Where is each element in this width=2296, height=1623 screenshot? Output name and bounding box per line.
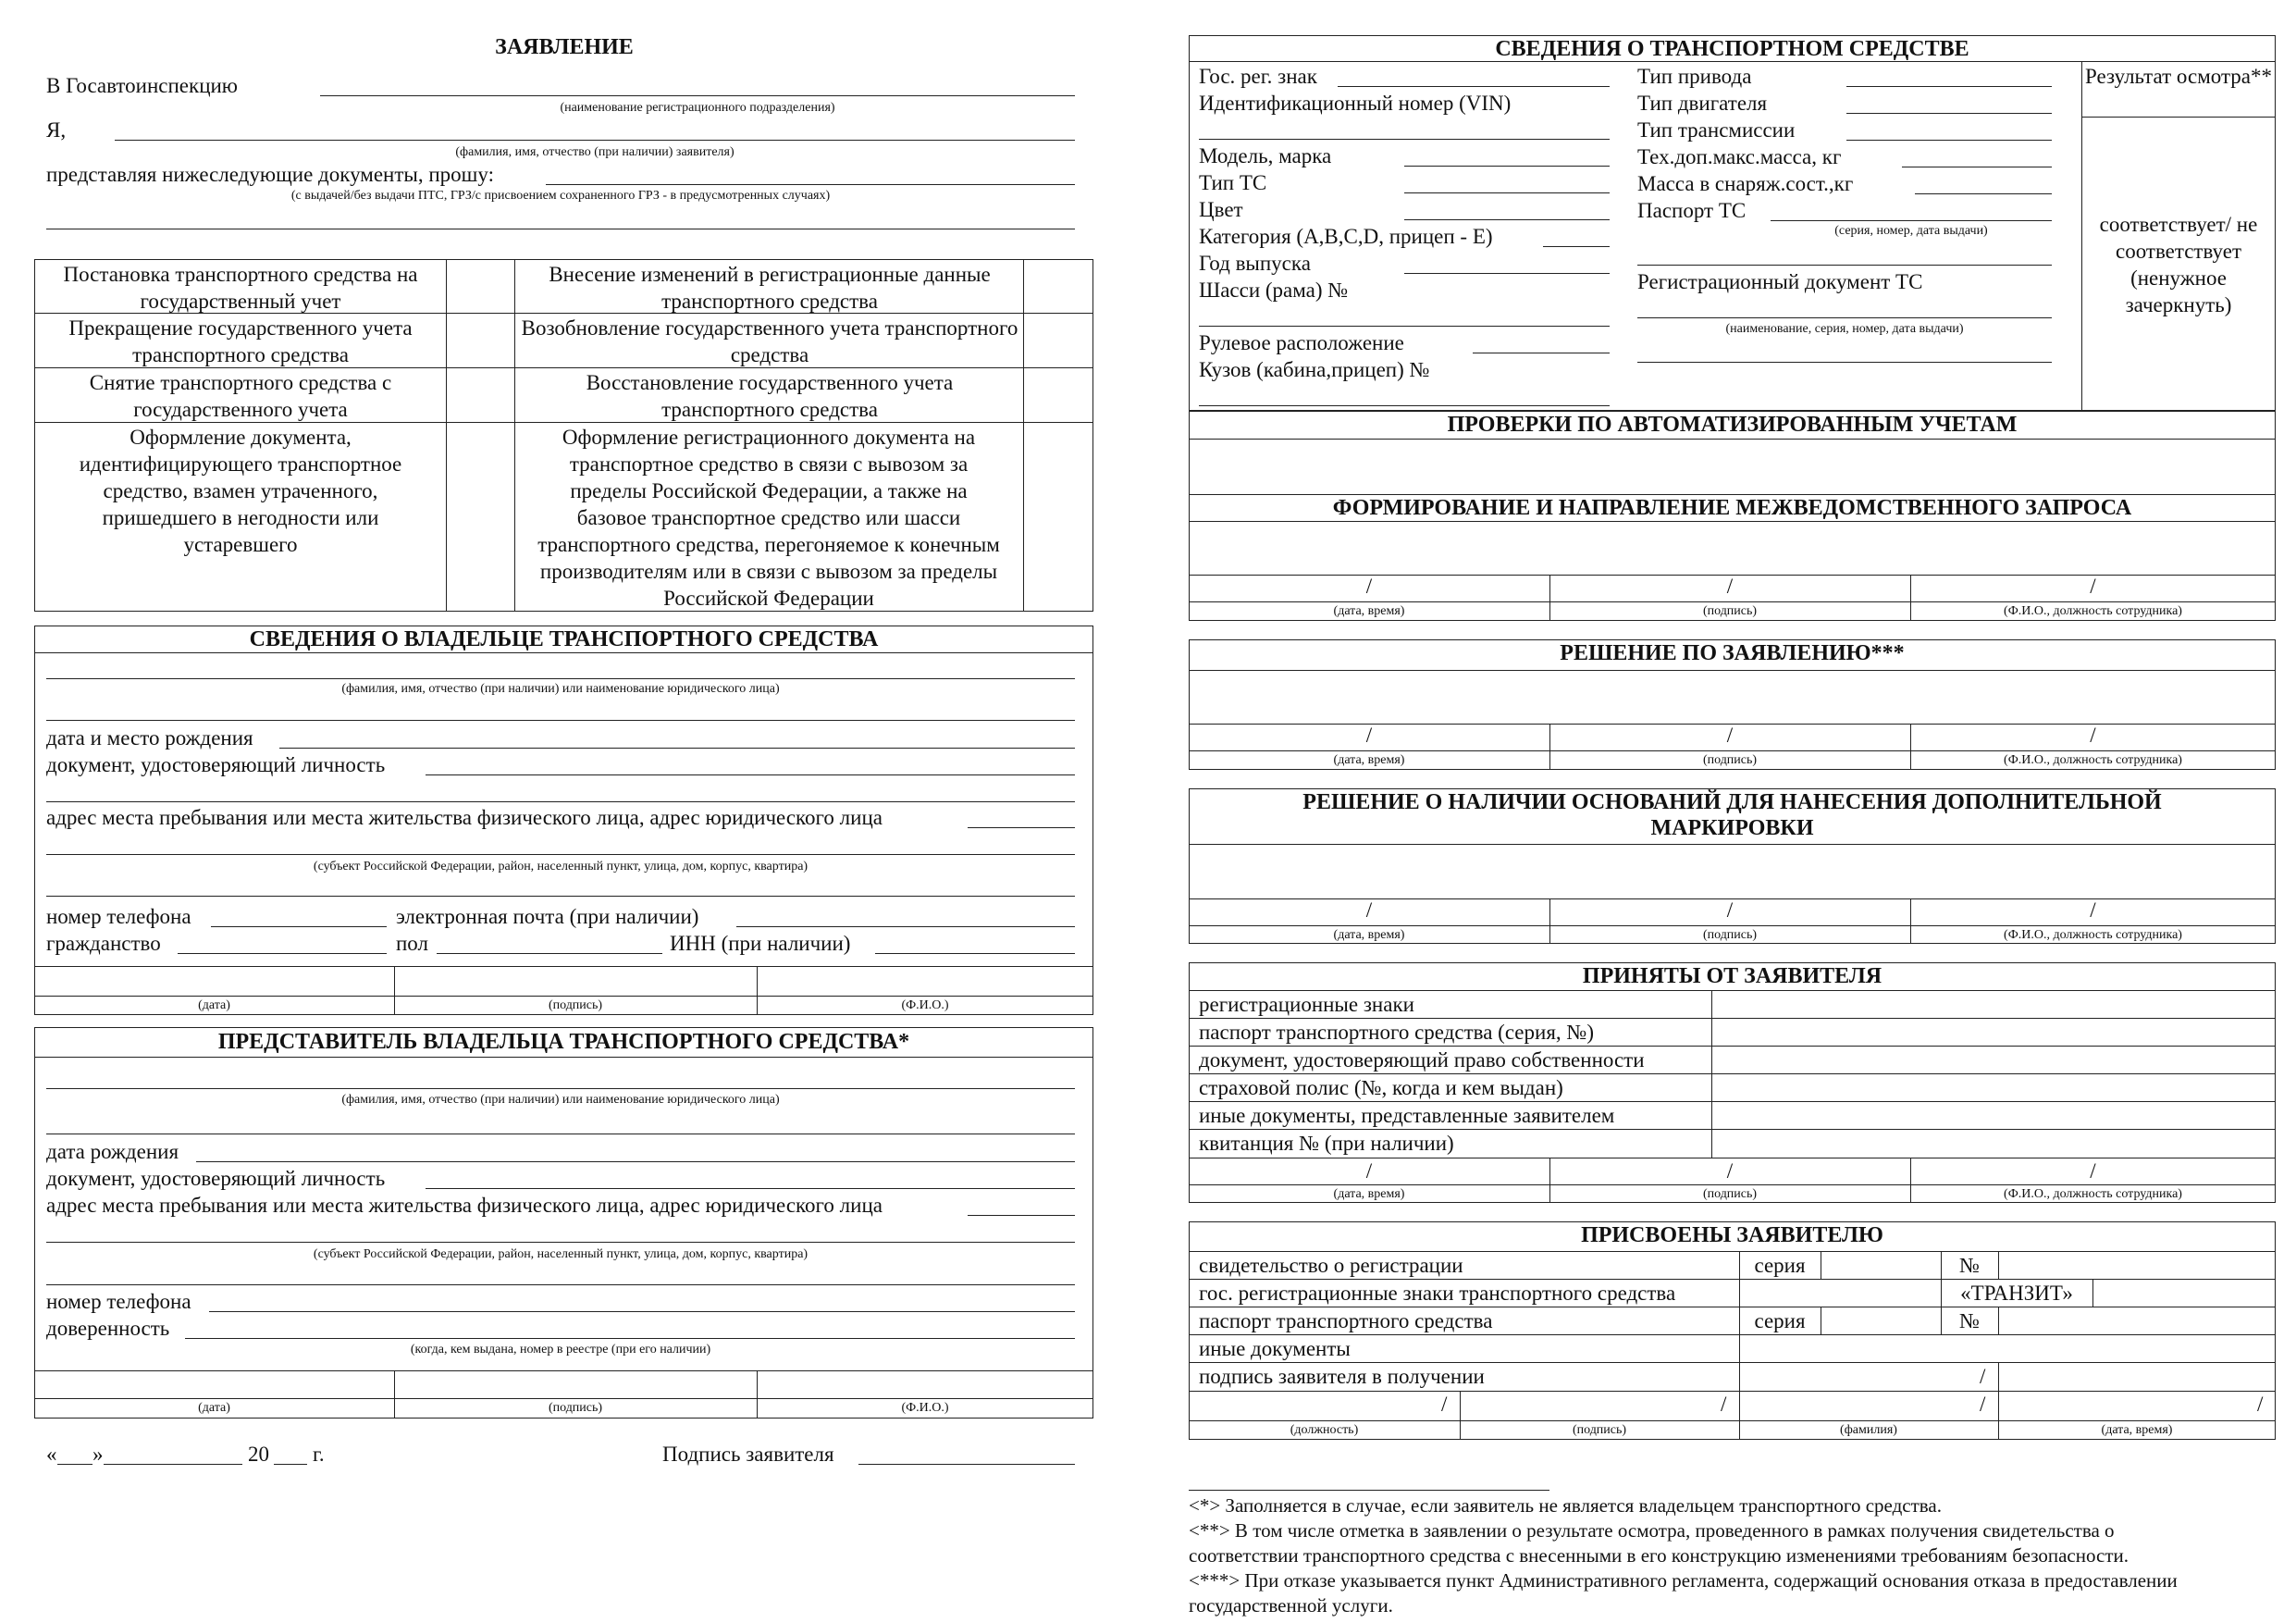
assigned-slash-1[interactable]: / xyxy=(1441,1393,1448,1416)
to-hint: (наименование регистрационного подразделения) xyxy=(560,101,835,115)
form-title: ЗАЯВЛЕНИЕ xyxy=(495,35,634,59)
interdept-header: ФОРМИРОВАНИЕ И НАПРАВЛЕНИЕ МЕЖВЕДОМСТВЕННОГО ЗАПРОСА xyxy=(1332,496,2132,520)
rep-iddoc-line[interactable] xyxy=(426,1188,1075,1189)
rep-sig-fio-field[interactable] xyxy=(759,1372,1092,1397)
owner-iddoc-line[interactable] xyxy=(426,774,1075,775)
v-passport-label: Паспорт ТС xyxy=(1637,199,1747,222)
decision-date-hint: (дата, время) xyxy=(1333,753,1405,767)
op-resumption: Возобновление государственного учета транспортного средства xyxy=(521,316,1018,366)
marking-slash-1[interactable]: / xyxy=(1365,898,1373,922)
assigned-passport-number-label: № xyxy=(1959,1309,1980,1332)
accepted-date-hint: (дата, время) xyxy=(1333,1187,1405,1201)
owner-inn-line[interactable] xyxy=(875,953,1075,954)
footer-sign-label: Подпись заявителя xyxy=(662,1443,834,1466)
op-registration: Постановка транспортного средства на государственный учет xyxy=(63,263,418,313)
to-label: В Госавтоинспекцию xyxy=(46,74,238,97)
accepted-plates: регистрационные знаки xyxy=(1199,993,1414,1016)
marking-sign-hint: (подпись) xyxy=(1702,928,1758,942)
assigned-passport-series-label: серия xyxy=(1754,1309,1806,1332)
rep-sig-sign-hint: (подпись) xyxy=(548,1401,603,1415)
owner-sig-fio-hint: (Ф.И.О.) xyxy=(901,998,949,1012)
v-year-label: Год выпуска xyxy=(1199,252,1311,275)
owner-address-line[interactable] xyxy=(968,827,1075,828)
accepted-receipt-field[interactable] xyxy=(1713,1131,2274,1157)
representative-section xyxy=(34,1027,1093,1419)
interdept-slash-1[interactable]: / xyxy=(1365,575,1373,598)
footer-day-line[interactable] xyxy=(57,1464,93,1465)
assigned-transit-field[interactable] xyxy=(2094,1281,2274,1306)
footer-year: 20 xyxy=(248,1443,269,1466)
owner-sig-date-field[interactable] xyxy=(35,968,392,995)
accepted-receipt: квитанция № (при наличии) xyxy=(1199,1132,1454,1155)
rep-proxy-hint: (когда, кем выдана, номер в реестре (при его наличии) xyxy=(410,1343,711,1357)
op-restoration: Восстановление государственного учета транспортного средства xyxy=(586,371,954,421)
representative-header: ПРЕДСТАВИТЕЛЬ ВЛАДЕЛЬЦА ТРАНСПОРТНОГО СРЕДСТВА* xyxy=(217,1030,910,1054)
interdept-sign-hint: (подпись) xyxy=(1702,604,1758,618)
owner-citizenship-label: гражданство xyxy=(46,932,161,955)
v-color-line[interactable] xyxy=(1404,219,1610,220)
op-export-document-checkbox[interactable] xyxy=(1025,424,1092,609)
assigned-header: ПРИСВОЕНЫ ЗАЯВИТЕЛЮ xyxy=(1581,1223,1883,1247)
marking-fio-hint: (Ф.И.О., должность сотрудника) xyxy=(2004,928,2182,942)
op-resumption-checkbox[interactable] xyxy=(1025,315,1092,365)
footer-year-line[interactable] xyxy=(274,1464,307,1465)
interdept-date-hint: (дата, время) xyxy=(1333,604,1405,618)
v-transmission-label: Тип трансмиссии xyxy=(1637,118,1796,142)
v-plate-line[interactable] xyxy=(1338,86,1610,87)
owner-name-line[interactable] xyxy=(46,678,1075,679)
accepted-fio-hint: (Ф.И.О., должность сотрудника) xyxy=(2004,1187,2182,1201)
owner-citizenship-line[interactable] xyxy=(178,953,387,954)
rep-address-hint: (субъект Российской Федерации, район, населенный пункт, улица, дом, корпус, квартира) xyxy=(313,1247,809,1261)
v-vin-line[interactable] xyxy=(1199,139,1610,140)
owner-email-line[interactable] xyxy=(736,926,1075,927)
assigned-cert-series-label: серия xyxy=(1754,1254,1806,1277)
assigned-plates-field[interactable] xyxy=(1741,1281,1939,1306)
interdept-slash-3[interactable]: / xyxy=(2090,575,2096,598)
owner-phone-line[interactable] xyxy=(211,926,387,927)
marking-field[interactable] xyxy=(1191,846,2274,897)
owner-name-hint: (фамилия, имя, отчество (при наличии) или наименование юридического лица) xyxy=(341,682,780,696)
owner-iddoc-label: документ, удостоверяющий личность xyxy=(46,753,386,776)
assigned-other-field[interactable] xyxy=(1741,1336,2274,1361)
assigned-passport-series-field[interactable] xyxy=(1822,1308,1939,1333)
rep-address-line[interactable] xyxy=(968,1215,1075,1216)
interdept-field[interactable] xyxy=(1191,523,2274,573)
interdept-fio-hint: (Ф.И.О., должность сотрудника) xyxy=(2004,604,2182,618)
assigned-passport: паспорт транспортного средства xyxy=(1199,1309,1493,1332)
decision-slash-1[interactable]: / xyxy=(1365,724,1373,747)
op-removal: Снятие транспортного средства с государственного учета xyxy=(89,371,392,421)
op-id-document: Оформление документа, идентифицирующего транспортное средство, взамен утраченного, пришедшего в негодности или устаревшего xyxy=(79,426,402,556)
decision-fio-hint: (Ф.И.О., должность сотрудника) xyxy=(2004,753,2182,767)
vehicle-header: СВЕДЕНИЯ О ТРАНСПОРТНОМ СРЕДСТВЕ xyxy=(1495,37,1969,61)
v-drive-line[interactable] xyxy=(1846,86,2052,87)
owner-sex-line[interactable] xyxy=(437,953,662,954)
v-passport-hint: (серия, номер, дата выдачи) xyxy=(1834,224,1988,238)
op-termination-checkbox[interactable] xyxy=(448,315,512,365)
owner-phone-label: номер телефона xyxy=(46,905,191,928)
marking-slash-3[interactable]: / xyxy=(2090,898,2096,922)
assigned-cert-number-label: № xyxy=(1959,1254,1980,1277)
v-steering-label: Рулевое расположение xyxy=(1199,331,1404,354)
v-engine-label: Тип двигателя xyxy=(1637,92,1768,115)
to-field-line[interactable] xyxy=(320,95,1075,96)
accepted-insurance: страховой полис (№, когда и кем выдан) xyxy=(1199,1076,1563,1099)
accepted-slash-2[interactable]: / xyxy=(1726,1159,1734,1183)
owner-sig-date-hint: (дата) xyxy=(198,998,230,1012)
request-label: представляя нижеследующие документы, прошу: xyxy=(46,163,494,186)
v-transmission-line[interactable] xyxy=(1846,140,2052,141)
assigned-slash-2[interactable]: / xyxy=(1721,1393,1727,1416)
v-category-line[interactable] xyxy=(1543,246,1610,247)
rep-name-hint: (фамилия, имя, отчество (при наличии) или наименование юридического лица) xyxy=(341,1093,780,1107)
op-restoration-checkbox[interactable] xyxy=(1025,369,1092,420)
footnote-separator xyxy=(1189,1490,1549,1491)
footer-date-mid: » xyxy=(93,1443,104,1466)
accepted-ownership-field[interactable] xyxy=(1713,1047,2274,1072)
footer-date-open: « xyxy=(46,1443,57,1466)
v-engine-line[interactable] xyxy=(1846,113,2052,114)
assigned-other: иные документы xyxy=(1199,1337,1351,1360)
accepted-slash-1[interactable]: / xyxy=(1365,1159,1373,1183)
assigned-passport-number-field[interactable] xyxy=(2000,1308,2274,1333)
decision-header: РЕШЕНИЕ ПО ЗАЯВЛЕНИЮ*** xyxy=(1560,641,1905,665)
op-termination: Прекращение государственного учета транспортного средства xyxy=(68,316,413,366)
rep-phone-line[interactable] xyxy=(209,1311,1075,1312)
assigned-certificate: свидетельство о регистрации xyxy=(1199,1254,1463,1277)
rep-sig-sign-field[interactable] xyxy=(396,1372,755,1397)
owner-address-label: адрес места пребывания или места жительства физического лица, адрес юридического лица xyxy=(46,806,883,829)
v-passport-line[interactable] xyxy=(1771,220,2052,221)
decision-slash-3[interactable]: / xyxy=(2090,724,2096,747)
owner-header: СВЕДЕНИЯ О ВЛАДЕЛЬЦЕ ТРАНСПОРТНОГО СРЕДСТВА xyxy=(249,627,879,651)
rep-sig-fio-hint: (Ф.И.О.) xyxy=(901,1401,949,1415)
v-regdoc-line[interactable] xyxy=(1637,317,2052,318)
v-curbmass-line[interactable] xyxy=(1915,193,2052,194)
v-curbmass-label: Масса в снаряж.сост.,кг xyxy=(1637,172,1854,195)
accepted-other-field[interactable] xyxy=(1713,1103,2274,1128)
rep-name-line[interactable] xyxy=(46,1088,1075,1089)
interdept-slash-2[interactable]: / xyxy=(1726,575,1734,598)
assigned-cert-number-field[interactable] xyxy=(2000,1253,2274,1278)
op-removal-checkbox[interactable] xyxy=(448,369,512,420)
assigned-receipt-slash[interactable]: / xyxy=(1980,1365,1986,1388)
footnote-3-cont: государственной услуги. xyxy=(1189,1594,1393,1617)
v-type-line[interactable] xyxy=(1404,192,1610,193)
owner-sex-label: пол xyxy=(396,932,428,955)
accepted-header: ПРИНЯТЫ ОТ ЗАЯВИТЕЛЯ xyxy=(1582,964,1882,988)
inspection-result-header: Результат осмотра** xyxy=(2085,65,2272,88)
owner-birth-label: дата и место рождения xyxy=(46,726,253,750)
v-body-label: Кузов (кабина,прицеп) № xyxy=(1199,358,1430,381)
rep-address-label: адрес места пребывания или места жительства физического лица, адрес юридического лица xyxy=(46,1194,883,1217)
op-changes: Внесение изменений в регистрационные данные транспортного средства xyxy=(549,263,991,313)
assigned-surname-hint: (фамилия) xyxy=(1840,1423,1897,1437)
accepted-sign-hint: (подпись) xyxy=(1702,1187,1758,1201)
assigned-position-hint: (должность) xyxy=(1290,1423,1359,1437)
assigned-receipt-sign: подпись заявителя в получении xyxy=(1199,1365,1485,1388)
footer-sign-line[interactable] xyxy=(858,1464,1075,1465)
accepted-plates-field[interactable] xyxy=(1713,992,2274,1017)
rep-proxy-label: доверенность xyxy=(46,1317,170,1340)
assigned-cert-series-field[interactable] xyxy=(1822,1253,1939,1278)
checks-field[interactable] xyxy=(1191,440,2274,492)
owner-inn-label: ИНН (при наличии) xyxy=(670,932,851,955)
decision-slash-2[interactable]: / xyxy=(1726,724,1734,747)
owner-sig-sign-hint: (подпись) xyxy=(548,998,603,1012)
assigned-slash-3[interactable]: / xyxy=(1980,1393,1986,1416)
v-model-label: Модель, марка xyxy=(1199,144,1332,167)
owner-address-hint: (субъект Российской Федерации, район, населенный пункт, улица, дом, корпус, квартира) xyxy=(313,860,809,873)
rep-birth-line[interactable] xyxy=(196,1161,1075,1162)
request-line[interactable] xyxy=(546,184,1075,185)
owner-birth-line[interactable] xyxy=(279,748,1075,749)
v-year-line[interactable] xyxy=(1404,273,1610,274)
accepted-passport-field[interactable] xyxy=(1713,1020,2274,1045)
op-changes-checkbox[interactable] xyxy=(1025,261,1092,312)
rep-sig-date-hint: (дата) xyxy=(198,1401,230,1415)
rep-phone-label: номер телефона xyxy=(46,1290,191,1313)
accepted-ownership-doc: документ, удостоверяющий право собственности xyxy=(1199,1048,1645,1072)
assigned-sign-hint: (подпись) xyxy=(1572,1423,1627,1437)
v-chassis-line[interactable] xyxy=(1199,326,1610,327)
marking-slash-2[interactable]: / xyxy=(1726,898,1734,922)
decision-field[interactable] xyxy=(1191,672,2274,722)
owner-email-label: электронная почта (при наличии) xyxy=(396,905,699,928)
op-export-document: Оформление регистрационного документа на транспортное средство в связи с вывозом за пределы Российской Федерации, а также на базовое транспортное средство или шасси транспортного средства, перегоняемое к конечным производителям или в связи с вывозом за пределы Российской Федерации xyxy=(537,426,1000,610)
checks-header: ПРОВЕРКИ ПО АВТОМАТИЗИРОВАННЫМ УЧЕТАМ xyxy=(1447,413,2018,437)
v-drive-label: Тип привода xyxy=(1637,65,1752,88)
rep-birth-label: дата рождения xyxy=(46,1140,179,1163)
v-color-label: Цвет xyxy=(1199,198,1243,221)
rep-proxy-line[interactable] xyxy=(185,1338,1075,1339)
i-label: Я, xyxy=(46,118,67,142)
v-regdoc-hint: (наименование, серия, номер, дата выдачи) xyxy=(1725,322,1964,336)
v-vin-label: Идентификационный номер (VIN) xyxy=(1199,92,1512,115)
v-plate-label: Гос. рег. знак xyxy=(1199,65,1317,88)
accepted-passport: паспорт транспортного средства (серия, №) xyxy=(1199,1021,1595,1044)
footer-year-suffix: г. xyxy=(313,1443,325,1466)
rep-sig-date-field[interactable] xyxy=(35,1372,392,1397)
owner-sig-sign-field[interactable] xyxy=(396,968,755,995)
footnote-2-cont: соответствии транспортного средства с внесенными в его конструкцию изменениями требованиям безопасности. xyxy=(1189,1544,2129,1567)
applicant-name-hint: (фамилия, имя, отчество (при наличии) заявителя) xyxy=(455,145,734,159)
v-maxmass-label: Тех.доп.макс.масса, кг xyxy=(1637,145,1842,168)
v-type-label: Тип ТС xyxy=(1199,171,1267,194)
accepted-slash-3[interactable]: / xyxy=(2090,1159,2096,1183)
assigned-datetime-hint: (дата, время) xyxy=(2101,1423,2173,1437)
footnote-1: <*> Заполняется в случае, если заявитель не является владельцем транспортного средства. xyxy=(1189,1494,1942,1517)
v-body-line[interactable] xyxy=(1199,405,1610,406)
op-id-document-checkbox[interactable] xyxy=(448,424,512,609)
request-hint: (с выдачей/без выдачи ПТС, ГРЗ/с присвоением сохраненного ГРЗ - в предусмотренных случаях) xyxy=(290,189,831,203)
accepted-other: иные документы, представленные заявителем xyxy=(1199,1104,1615,1127)
inspection-result-text[interactable]: соответствует/ не соответствует (ненужное зачеркнуть) xyxy=(2099,213,2258,316)
assigned-slash-4[interactable]: / xyxy=(2257,1393,2264,1416)
accepted-insurance-field[interactable] xyxy=(1713,1075,2274,1100)
v-model-line[interactable] xyxy=(1404,166,1610,167)
marking-header: РЕШЕНИЕ О НАЛИЧИИ ОСНОВАНИЙ ДЛЯ НАНЕСЕНИЯ ДОПОЛНИТЕЛЬНОЙ МАРКИРОВКИ xyxy=(1302,790,2162,840)
op-registration-checkbox[interactable] xyxy=(448,261,512,312)
v-chassis-label: Шасси (рама) № xyxy=(1199,279,1349,302)
rep-iddoc-label: документ, удостоверяющий личность xyxy=(46,1167,386,1190)
marking-date-hint: (дата, время) xyxy=(1333,928,1405,942)
footnote-3: <***> При отказе указывается пункт Административного регламента, содержащий основания отказа в предоставлении xyxy=(1189,1569,2178,1592)
assigned-plates: гос. регистрационные знаки транспортного средства xyxy=(1199,1282,1676,1305)
v-category-label: Категория (A,B,C,D, прицеп - E) xyxy=(1199,225,1493,248)
footer-month-line[interactable] xyxy=(104,1464,242,1465)
decision-sign-hint: (подпись) xyxy=(1702,753,1758,767)
footnote-2: <**> В том числе отметка в заявлении о результате осмотра, проведенного в рамках получения свидетельства о xyxy=(1189,1519,2115,1542)
assigned-transit-label: «ТРАНЗИТ» xyxy=(1960,1282,2073,1305)
v-regdoc-label: Регистрационный документ ТС xyxy=(1637,270,1923,293)
owner-sig-fio-field[interactable] xyxy=(759,968,1092,995)
applicant-name-line[interactable] xyxy=(115,140,1075,141)
